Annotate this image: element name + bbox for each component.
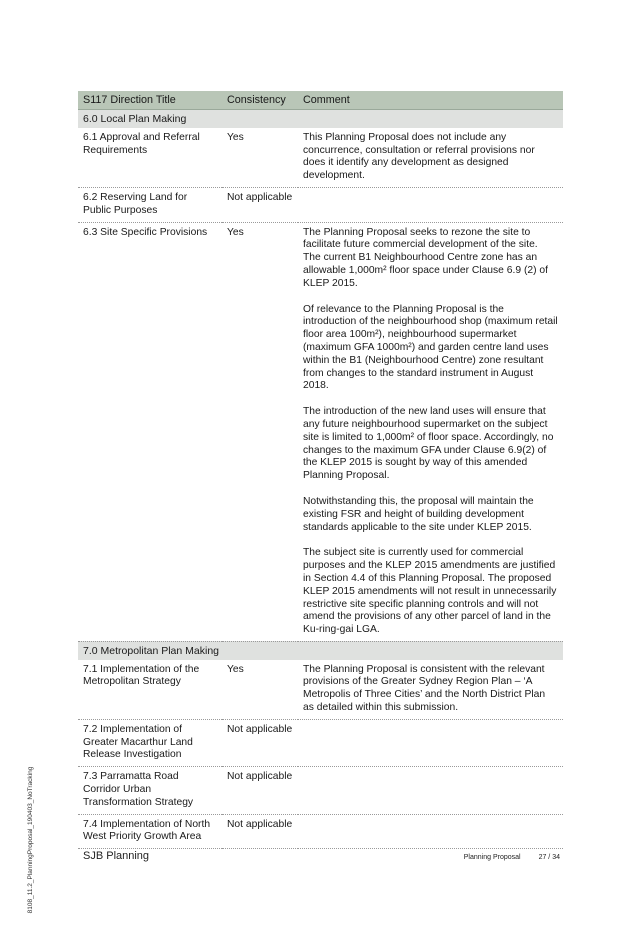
comment-text: The Planning Proposal is consistent with the relevant provisions of the Greater Sydney Region Plan – ‘A Metropolis of Three Cities’ and the North District Plan as detailed within this submission.: [298, 660, 563, 720]
header-consistency: Consistency: [222, 91, 298, 110]
section-row-local-plan-making: [78, 110, 563, 128]
table-row: [78, 222, 563, 641]
section-title: 6.0 Local Plan Making: [78, 110, 563, 128]
consistency-value: Yes: [222, 222, 298, 641]
comment-text: [298, 222, 563, 641]
consistency-value: Yes: [222, 660, 298, 720]
header-direction-title: S117 Direction Title: [78, 91, 222, 110]
table-row: [78, 767, 563, 814]
direction-title: 6.2 Reserving Land for Public Purposes: [78, 187, 222, 222]
footer-document-title: Planning Proposal: [463, 854, 521, 861]
direction-title: 6.1 Approval and Referral Requirements: [78, 128, 222, 188]
table-row: [78, 719, 563, 766]
comment-text: [298, 767, 563, 814]
section-row-metropolitan-plan-making: [78, 641, 563, 659]
direction-title: 7.2 Implementation of Greater Macarthur Land Release Investigation: [78, 719, 222, 766]
direction-title: 7.1 Implementation of the Metropolitan Strategy: [78, 660, 222, 720]
consistency-value: Not applicable: [222, 767, 298, 814]
comment-paragraph: The introduction of the new land uses will ensure that any future neighbourhood supermarket on the subject site is limited to 1,000m² of floor space. Accordingly, no changes to the maximum GFA under Clause 6.9(2) of the KLEP 2015 is sought by way of this amended Planning Proposal.: [303, 406, 554, 482]
direction-title: 7.3 Parramatta Road Corridor Urban Transformation Strategy: [78, 767, 222, 814]
consistency-value: Not applicable: [222, 814, 298, 849]
consistency-value: Not applicable: [222, 187, 298, 222]
section-title: 7.0 Metropolitan Plan Making: [78, 641, 563, 659]
consistency-value: Not applicable: [222, 719, 298, 766]
comment-paragraph: The subject site is currently used for commercial purposes and the KLEP 2015 amendments are justified in Section 4.4 of this Planning Proposal. The proposed KLEP 2015 amendments will not result in unnecessarily restrictive site specific planning controls and will not amend the provisions of any other parcel of land in the Ku-ring-gai LGA.: [303, 547, 557, 636]
table-row: [78, 187, 563, 222]
comment-paragraph: Of relevance to the Planning Proposal is the introduction of the neighbourhood shop (maximum retail floor area 100m²), neighbourhood supermarket (maximum GFA 1000m²) and garden centre land uses within the B1 (Neighbourhood Centre) zone resultant from changes to the standard instrument in August 2018.: [303, 303, 558, 392]
direction-title: 7.4 Implementation of North West Priority Growth Area: [78, 814, 222, 849]
footer-company: SJB Planning: [83, 850, 150, 862]
header-comment: Comment: [298, 91, 563, 110]
comment-paragraph: The Planning Proposal seeks to rezone the site to facilitate future commercial development of the site. The current B1 Neighbourhood Centre zone has an allowable 1,000m² floor space under Clause 6.9 (2) of KLEP 2015.: [303, 226, 548, 289]
direction-title: 6.3 Site Specific Provisions: [78, 222, 222, 641]
comment-text: [298, 814, 563, 849]
table-row: [78, 660, 563, 720]
consistency-value: Yes: [222, 128, 298, 188]
s117-directions-table: [78, 91, 563, 849]
footer-page-info: [446, 854, 560, 861]
footer-page-number: 27 / 34: [538, 854, 560, 861]
table-row: [78, 814, 563, 849]
comment-text: [298, 719, 563, 766]
comment-paragraph: Notwithstanding this, the proposal will maintain the existing FSR and height of building development standards applicable to the site under KLEP 2015.: [303, 495, 534, 533]
table-header-row: [78, 91, 563, 110]
table-row: [78, 128, 563, 188]
document-reference-label: 8108_11.2_PlanningProposal_190403_NoTracking: [27, 766, 34, 914]
comment-text: This Planning Proposal does not include any concurrence, consultation or referral provisions nor does it identify any development as designed development.: [298, 128, 563, 188]
comment-text: [298, 187, 563, 222]
